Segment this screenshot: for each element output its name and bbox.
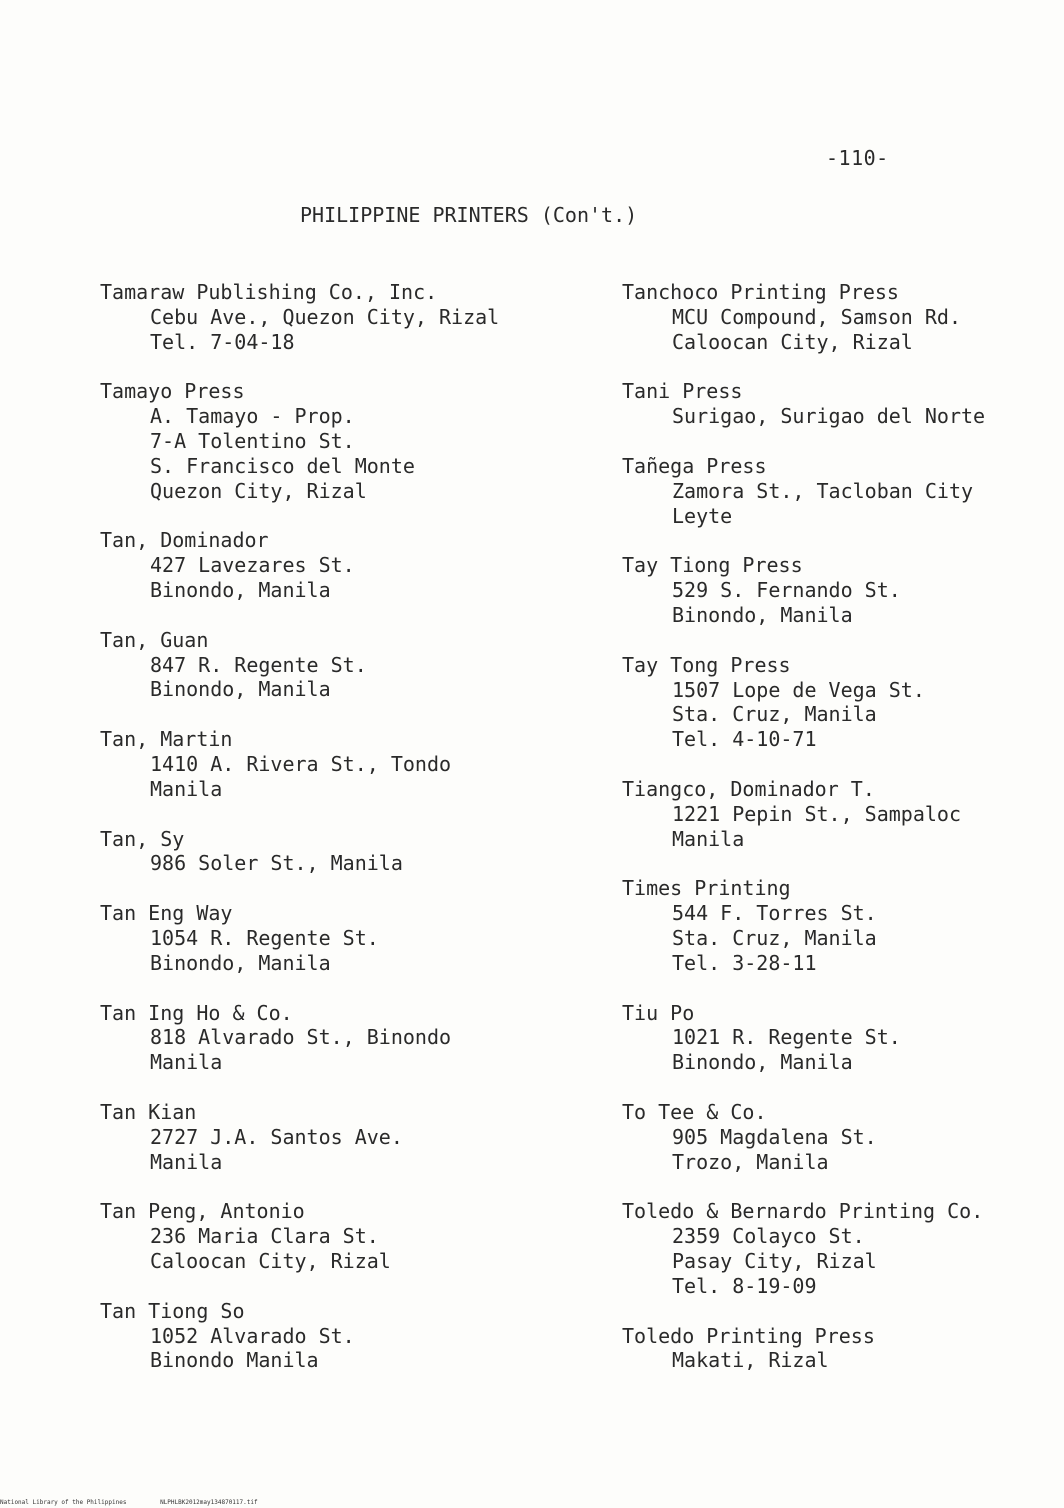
entry-address-line: Manila — [672, 826, 745, 851]
entry-address-line: Binondo, Manila — [150, 677, 331, 702]
entry-address-line: 529 S. Fernando St. — [672, 578, 901, 603]
entry-address-line: Surigao, Surigao del Norte — [672, 404, 986, 429]
entry-address-line: 1507 Lope de Vega St. — [672, 677, 925, 702]
entry-name: Tanchoco Printing Press — [622, 280, 899, 304]
entry-address-line: Cebu Ave., Quezon City, Rizal — [150, 304, 500, 329]
entry-address-line: Manila — [150, 1149, 223, 1174]
entry-name: Tan Eng Way — [100, 901, 233, 926]
entry-name: Tiu Po — [622, 1000, 695, 1025]
directory-entry — [100, 727, 540, 801]
entry-address-line: MCU Compound, Samson Rd. — [672, 304, 961, 329]
entry-address-line: 236 Maria Clara St. — [150, 1224, 379, 1249]
directory-entry — [622, 1100, 1062, 1174]
entry-address-line: 1221 Pepin St., Sampaloc — [672, 801, 961, 826]
entry-name: Tan, Martin — [100, 727, 233, 752]
footer — [0, 1499, 288, 1506]
directory-entry — [622, 553, 1062, 627]
entry-address-line: Trozo, Manila — [672, 1149, 829, 1174]
directory-entry — [622, 777, 1062, 851]
directory-entry — [622, 1199, 1062, 1298]
directory-entry — [100, 1199, 540, 1273]
entry-name: Tan, Sy — [100, 826, 185, 851]
entry-name: Tan, Dominador — [100, 528, 269, 553]
directory-entry — [622, 653, 1062, 752]
entry-address-line: Sta. Cruz, Manila — [672, 702, 877, 727]
entry-name: Tan Ing Ho & Co. — [100, 1000, 293, 1025]
entry-name: Tañega Press — [622, 453, 767, 478]
entry-address-line: Binondo, Manila — [150, 577, 331, 602]
entry-address-line: 2359 Colayco St. — [672, 1224, 865, 1249]
entry-address-line: Caloocan City, Rizal — [150, 1248, 391, 1273]
entry-address-line: 1052 Alvarado St. — [150, 1323, 355, 1348]
entry-name: Tan Tiong So — [100, 1298, 245, 1323]
directory-entry — [622, 280, 1062, 354]
directory-entry — [622, 454, 1062, 528]
entry-name: Tani Press — [622, 379, 743, 404]
directory-entry — [100, 1100, 540, 1174]
directory-entry — [100, 628, 540, 702]
entry-name: Tay Tong Press — [622, 652, 791, 677]
entry-name: To Tee & Co. — [622, 1099, 767, 1124]
entry-address-line: Tel. 3-28-11 — [672, 950, 817, 975]
entry-address-line: Makati, Rizal — [672, 1348, 829, 1373]
entry-name: Toledo & Bernardo Printing Co. — [622, 1199, 984, 1224]
entry-address-line: 2727 J.A. Santos Ave. — [150, 1124, 403, 1149]
page-title: PHILIPPINE PRINTERS (Con't.) — [300, 203, 638, 227]
right-column — [622, 280, 1062, 1398]
entry-address-line: 847 R. Regente St. — [150, 652, 367, 677]
entry-address-line: 1054 R. Regente St. — [150, 925, 379, 950]
entry-address-line: A. Tamayo - Prop. — [150, 404, 355, 429]
entry-address-line: S. Francisco del Monte — [150, 453, 415, 478]
entry-address-line: Manila — [150, 1050, 223, 1075]
directory-entry — [100, 1299, 540, 1373]
entry-name: Tay Tiong Press — [622, 553, 803, 578]
entry-address-line: Binondo, Manila — [150, 950, 331, 975]
page-number: -110- — [826, 146, 889, 170]
directory-entry — [622, 1324, 1062, 1374]
entry-address-line: Binondo, Manila — [672, 1050, 853, 1075]
footer-file: NLPHLBK2012may134870117.tif — [160, 1499, 258, 1506]
entry-address-line: Manila — [150, 776, 223, 801]
entry-address-line: Sta. Cruz, Manila — [672, 925, 877, 950]
entry-name: Tan Peng, Antonio — [100, 1199, 305, 1224]
directory-entry — [622, 876, 1062, 975]
entry-address-line: Binondo, Manila — [672, 602, 853, 627]
entry-address-line: 818 Alvarado St., Binondo — [150, 1025, 452, 1050]
entry-address-line: 1021 R. Regente St. — [672, 1025, 901, 1050]
left-column — [100, 280, 540, 1398]
entry-name: Tamaraw Publishing Co., Inc. — [100, 280, 438, 304]
entry-name: Tiangco, Dominador T. — [622, 776, 875, 801]
directory-entry — [100, 528, 540, 602]
entry-address-line: 427 Lavezares St. — [150, 553, 355, 578]
entry-address-line: 905 Magdalena St. — [672, 1124, 877, 1149]
entry-address-line: 1410 A. Rivera St., Tondo — [150, 751, 452, 776]
directory-entry — [622, 1001, 1062, 1075]
directory-entry — [100, 1001, 540, 1075]
directory-entry — [100, 901, 540, 975]
entry-name: Tamayo Press — [100, 379, 245, 404]
directory-entry — [100, 827, 540, 877]
footer-library: National Library of the Philippines — [0, 1499, 127, 1506]
entry-address-line: 986 Soler St., Manila — [150, 851, 403, 876]
entry-address-line: 544 F. Torres St. — [672, 901, 877, 926]
entry-address-line: Caloocan City, Rizal — [672, 329, 913, 354]
directory-entry — [622, 379, 1062, 429]
entry-name: Tan Kian — [100, 1099, 197, 1124]
directory-entry — [100, 280, 540, 354]
entry-address-line: Leyte — [672, 503, 733, 528]
entry-address-line: Zamora St., Tacloban City — [672, 478, 974, 503]
entry-address-line: Tel. 7-04-18 — [150, 329, 295, 354]
entry-address-line: 7-A Tolentino St. — [150, 428, 355, 453]
entry-address-line: Binondo Manila — [150, 1348, 319, 1373]
entry-address-line: Quezon City, Rizal — [150, 478, 367, 503]
entry-name: Times Printing — [622, 876, 791, 901]
entry-address-line: Pasay City, Rizal — [672, 1248, 877, 1273]
entry-address-line: Tel. 4-10-71 — [672, 727, 817, 752]
entry-name: Tan, Guan — [100, 627, 209, 652]
directory-entry — [100, 379, 540, 503]
entry-address-line: Tel. 8-19-09 — [672, 1273, 817, 1298]
entry-name: Toledo Printing Press — [622, 1323, 875, 1348]
